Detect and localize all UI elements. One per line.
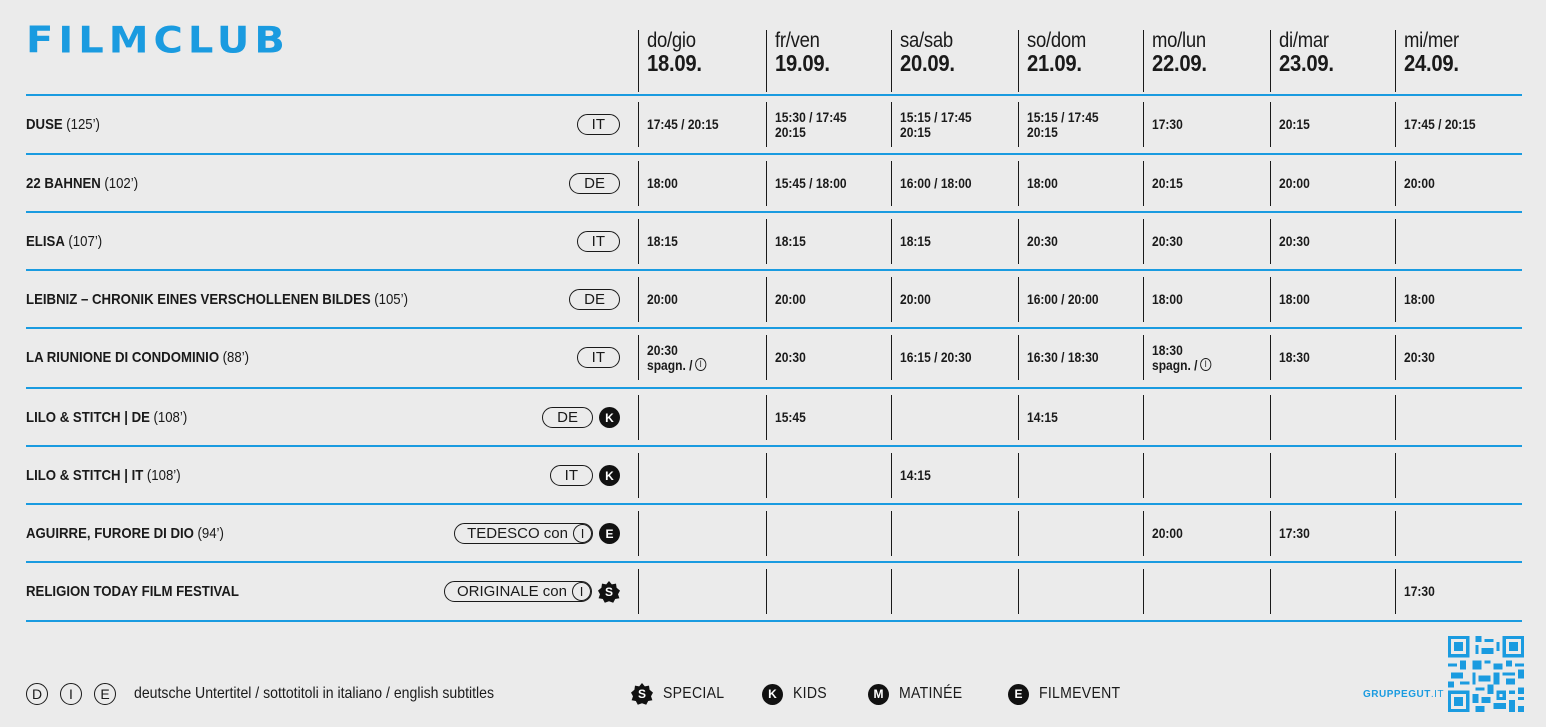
table-row [26, 447, 1522, 504]
film-duration: (105’) [374, 291, 408, 308]
showtime-cell [1018, 161, 1143, 206]
special-badge-icon: S [631, 683, 653, 705]
legend-filmevent: E FILMEVENT [1008, 682, 1132, 706]
subtitle-legend-text: deutsche Untertitel / sottotitoli in italiano / english subtitles [134, 685, 495, 702]
showtime: 20:15 [1279, 116, 1310, 133]
subtitle-legend [26, 682, 543, 706]
table-row [26, 271, 1522, 328]
day-name: di/mar [1279, 29, 1329, 52]
language-tag: IT [577, 347, 620, 368]
subtitle-icon: I [573, 524, 592, 543]
film-duration: (107’) [68, 233, 103, 250]
showtime: 14:15 [1027, 409, 1058, 426]
showtime-cell [1395, 569, 1522, 614]
showtime: 15:15 / 17:45 [1027, 108, 1099, 125]
showtime-note: spagn. / [647, 356, 693, 373]
kids-icon: K [762, 684, 783, 705]
showtime-cell [891, 511, 1018, 556]
showtime-cell [638, 277, 766, 322]
showtime-cell [1143, 569, 1270, 614]
showtime-cell [1270, 569, 1395, 614]
showtime-cell [1143, 335, 1270, 380]
film-duration: (108’) [146, 467, 181, 484]
showtime-cell [891, 453, 1018, 498]
table-row [26, 563, 1522, 620]
showtime-cell [891, 102, 1018, 147]
showtime-cell [638, 102, 766, 147]
showtime-cell [1143, 511, 1270, 556]
showtime-cell [1018, 219, 1143, 264]
showtime-cell [1270, 161, 1395, 206]
showtime-cell [1270, 277, 1395, 322]
showtime: 20:30 [775, 349, 806, 366]
filmclub-logo: FILMCLUB [26, 19, 290, 62]
showtime-cell [1018, 277, 1143, 322]
legend-kids: K KIDS [762, 682, 832, 706]
showtime-cell [638, 511, 766, 556]
showtime: 18:00 [647, 175, 678, 192]
day-date: 24.09. [1404, 50, 1459, 76]
showtime: 20:30 [1027, 233, 1058, 250]
film-title[interactable]: LA RIUNIONE DI CONDOMINIO (88’) [26, 349, 250, 366]
film-duration: (88’) [222, 349, 250, 366]
subtitle-icon: I [572, 582, 591, 601]
day-name: mo/lun [1152, 29, 1206, 52]
day-date: 18.09. [647, 50, 702, 76]
showtime-cell [1143, 102, 1270, 147]
showtime: 18:30 [1279, 349, 1310, 366]
category-badge-icon: K [599, 407, 620, 428]
showtime-cell [766, 453, 891, 498]
language-tag: ORIGINALE con I [444, 581, 592, 602]
showtime-cell [1395, 511, 1522, 556]
film-title[interactable]: 22 BAHNEN (102’) [26, 175, 139, 192]
category-badge-icon: E [599, 523, 620, 544]
film-title[interactable]: RELIGION TODAY FILM FESTIVAL [26, 583, 239, 600]
day-date: 22.09. [1152, 50, 1207, 76]
showtime-cell [1143, 277, 1270, 322]
language-tag: TEDESCO con I [454, 523, 593, 544]
showtime-cell [1018, 335, 1143, 380]
legend-matinee: M MATINÉE [868, 682, 971, 706]
language-tag: IT [577, 114, 620, 135]
showtime: 20:30 [1404, 349, 1435, 366]
showtime: 20:00 [1279, 175, 1310, 192]
showtime: 15:45 [775, 409, 806, 426]
showtime-cell [1143, 219, 1270, 264]
table-row [26, 389, 1522, 446]
showtime-cell [1395, 161, 1522, 206]
showtime: 18:00 [1027, 175, 1058, 192]
language-tag: DE [569, 173, 620, 194]
showtime-note: spagn. / [1152, 356, 1198, 373]
showtime-cell [1018, 102, 1143, 147]
showtime: 14:15 [900, 467, 931, 484]
showtime-cell [1395, 395, 1522, 440]
showtime-cell [638, 335, 766, 380]
day-name: sa/sab [900, 29, 953, 52]
day-date: 23.09. [1279, 50, 1334, 76]
showtime: 15:45 / 18:00 [775, 175, 847, 192]
showtime: 18:00 [1404, 291, 1435, 308]
showtime: 20:15 [1152, 175, 1183, 192]
subtitle-icon: I [1200, 358, 1211, 371]
showtime: 20:00 [775, 291, 806, 308]
showtime: 15:15 / 17:45 [900, 108, 972, 125]
showtime: 20:00 [1152, 525, 1183, 542]
showtime: 20:00 [900, 291, 931, 308]
showtime-cell [891, 161, 1018, 206]
table-row [26, 329, 1522, 386]
showtime-cell [766, 277, 891, 322]
showtime-cell [638, 219, 766, 264]
table-row [26, 96, 1522, 153]
language-tag: IT [550, 465, 593, 486]
showtime: 16:00 / 18:00 [900, 175, 972, 192]
table-row [26, 155, 1522, 212]
showtime: 15:30 / 17:45 [775, 108, 847, 125]
day-date: 20.09. [900, 50, 955, 76]
matinee-icon: M [868, 684, 889, 705]
showtime-cell [1143, 161, 1270, 206]
showtime-cell [891, 277, 1018, 322]
showtime-cell [1395, 219, 1522, 264]
showtime-cell [1270, 102, 1395, 147]
legend-special: S SPECIAL [631, 682, 733, 706]
film-duration: (94’) [197, 525, 224, 542]
film-title[interactable]: LILO & STITCH | DE (108’) [26, 409, 188, 426]
showtime-cell [1395, 102, 1522, 147]
day-header [891, 30, 1018, 92]
showtime-cell [891, 395, 1018, 440]
showtime-cell [1395, 277, 1522, 322]
showtime: 17:30 [1279, 525, 1310, 542]
showtime: 20:30 [647, 341, 678, 358]
showtime-cell [638, 453, 766, 498]
showtime: 18:15 [775, 233, 806, 250]
day-date: 19.09. [775, 50, 830, 76]
showtime: 16:15 / 20:30 [900, 349, 972, 366]
showtime-cell [1270, 395, 1395, 440]
subtitle-de-icon: D [26, 683, 48, 705]
showtime: 20:15 [1027, 123, 1058, 140]
showtime-cell [1143, 453, 1270, 498]
showtime-cell [891, 335, 1018, 380]
showtime: 17:45 / 20:15 [647, 116, 719, 133]
day-date: 21.09. [1027, 50, 1082, 76]
day-name: do/gio [647, 29, 696, 52]
showtime: 18:15 [647, 233, 678, 250]
day-name: mi/mer [1404, 29, 1459, 52]
table-row [26, 505, 1522, 562]
table-row [26, 213, 1522, 270]
day-header [1018, 30, 1143, 92]
showtime-cell [1018, 569, 1143, 614]
showtime: 20:30 [1152, 233, 1183, 250]
film-duration: (125’) [66, 116, 100, 133]
showtime-cell [638, 395, 766, 440]
subtitle-it-icon: I [60, 683, 82, 705]
film-title[interactable]: DUSE (125’) [26, 116, 100, 133]
showtime-cell [1395, 453, 1522, 498]
filmevent-icon: E [1008, 684, 1029, 705]
showtime-cell [1270, 511, 1395, 556]
subtitle-icon: I [695, 358, 706, 371]
film-duration: (102’) [104, 175, 139, 192]
language-tag: IT [577, 231, 620, 252]
day-header [766, 30, 891, 92]
showtime-cell [891, 569, 1018, 614]
showtime-cell [638, 569, 766, 614]
subtitle-en-icon: E [94, 683, 116, 705]
showtime-cell [1270, 219, 1395, 264]
row-divider [26, 620, 1522, 622]
showtime: 16:30 / 18:30 [1027, 349, 1099, 366]
day-header [1395, 30, 1522, 92]
day-header [638, 30, 766, 92]
category-badge-icon: K [599, 465, 620, 486]
showtime: 17:30 [1152, 116, 1183, 133]
showtime-cell [1018, 395, 1143, 440]
showtime-cell [1018, 453, 1143, 498]
showtime: 17:30 [1404, 583, 1435, 600]
showtime-cell [1395, 335, 1522, 380]
showtime-cell [766, 511, 891, 556]
qr-code-icon[interactable] [1448, 636, 1524, 712]
showtime: 18:30 [1152, 341, 1183, 358]
showtime: 20:15 [775, 123, 806, 140]
showtime-cell [638, 161, 766, 206]
showtime-cell [1270, 453, 1395, 498]
showtime: 18:00 [1152, 291, 1183, 308]
day-name: fr/ven [775, 29, 820, 52]
showtime-cell [1270, 335, 1395, 380]
special-badge-icon: S [598, 581, 620, 603]
brand-label[interactable]: GRUPPEGUT.IT [1363, 689, 1445, 700]
showtime: 18:15 [900, 233, 931, 250]
showtime-cell [766, 161, 891, 206]
language-tag: DE [569, 289, 620, 310]
showtime: 20:00 [1404, 175, 1435, 192]
showtime-cell [766, 219, 891, 264]
language-tag: DE [542, 407, 593, 428]
showtime: 18:00 [1279, 291, 1310, 308]
day-header [1143, 30, 1270, 92]
film-duration: (108’) [153, 409, 188, 426]
showtime-cell [1018, 511, 1143, 556]
film-title[interactable]: LILO & STITCH | IT (108’) [26, 467, 181, 484]
showtime: 16:00 / 20:00 [1027, 291, 1099, 308]
showtime: 20:15 [900, 123, 931, 140]
film-title[interactable]: ELISA (107’) [26, 233, 103, 250]
showtime-cell [891, 219, 1018, 264]
showtime-cell [766, 395, 891, 440]
day-header [1270, 30, 1395, 92]
showtime-cell [766, 335, 891, 380]
film-title[interactable]: LEIBNIZ – CHRONIK EINES VERSCHOLLENEN BILDES (105’) [26, 291, 408, 308]
film-title[interactable]: AGUIRRE, FURORE DI DIO (94’) [26, 525, 224, 542]
day-name: so/dom [1027, 29, 1087, 52]
showtime-cell [1143, 395, 1270, 440]
showtime: 20:00 [647, 291, 678, 308]
showtime-cell [766, 102, 891, 147]
showtime-cell [766, 569, 891, 614]
showtime: 20:30 [1279, 233, 1310, 250]
showtime: 17:45 / 20:15 [1404, 116, 1476, 133]
